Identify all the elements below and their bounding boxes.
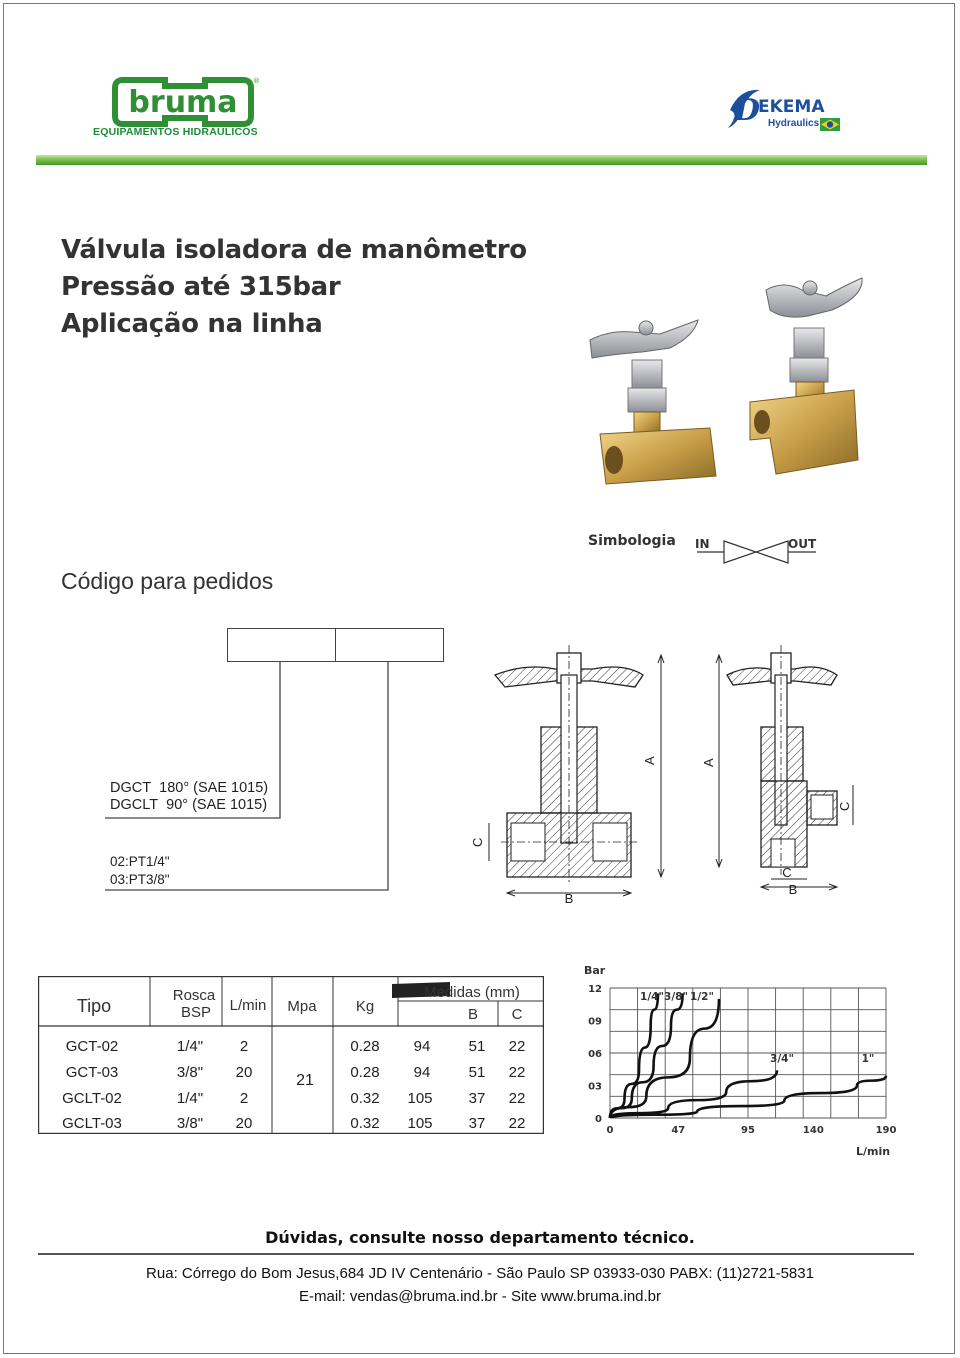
table-row-3-lmin: 20 — [235, 1115, 253, 1132]
table-row-3-a: 105 — [407, 1115, 433, 1132]
type-desc: 90° (SAE 1015) — [166, 797, 268, 813]
header-green-bar — [36, 155, 927, 165]
thread-option-02: 02:PT1/4" — [110, 854, 170, 869]
dekema-logo-text: EKEMA — [758, 97, 825, 117]
flow-pressure-chart — [578, 958, 898, 1163]
symbol-label: Simbologia — [588, 533, 676, 549]
y-axis-label: Bar — [584, 964, 606, 977]
table-row-0-c: 22 — [508, 1038, 526, 1055]
table-row-3-tipo: GCLT-03 — [62, 1115, 122, 1132]
footer-question: Dúvidas, consulte nosso departamento técnico. — [265, 1228, 695, 1247]
footer-address: Rua: Córrego do Bom Jesus,684 JD IV Centenário - São Paulo SP 03933-030 PABX: (11)2721-5831 — [146, 1265, 814, 1282]
series-line-3 — [610, 1070, 777, 1118]
table-row-1-b: 51 — [468, 1064, 486, 1081]
x-tick-label: 95 — [741, 1125, 755, 1136]
table-row-2-tipo: GCLT-02 — [62, 1090, 122, 1107]
table-row-0-a: 94 — [413, 1038, 431, 1055]
table-row-1-c: 22 — [508, 1064, 526, 1081]
svg-text:®: ® — [253, 77, 260, 85]
x-tick-label: 0 — [606, 1125, 614, 1136]
table-row-0-lmin: 2 — [239, 1038, 249, 1055]
y-tick-label: 09 — [588, 1016, 602, 1028]
table-row-3-c: 22 — [508, 1115, 526, 1132]
symbol-out-label: OUT — [788, 537, 817, 551]
product-photo — [570, 270, 870, 520]
series-label-0: 1/4" — [640, 991, 664, 1003]
valve-symbol — [692, 532, 822, 568]
table-row-0-kg: 0.28 — [350, 1038, 380, 1055]
y-tick-label: 06 — [588, 1049, 602, 1060]
dim-c-right: C — [782, 865, 792, 880]
table-row-3-rosca: 3/8" — [176, 1115, 204, 1132]
type-option-dgclt — [110, 797, 267, 813]
table-row-1-rosca: 3/8" — [176, 1064, 204, 1081]
header-rosca: Rosca — [172, 987, 216, 1004]
x-tick-label: 47 — [671, 1125, 686, 1136]
type-code: DGCT — [110, 780, 152, 796]
x-tick-label: 190 — [875, 1125, 897, 1136]
dekema-logo-initial: D — [734, 93, 761, 128]
page-title — [61, 232, 527, 343]
footer-contact: E-mail: vendas@bruma.ind.br - Site www.bruma.ind.br — [298, 1288, 662, 1305]
type-desc: 180° (SAE 1015) — [159, 780, 269, 796]
dim-b-right: B — [788, 882, 798, 897]
table-row-0-tipo: GCT-02 — [65, 1038, 119, 1055]
symbol-in-label: IN — [695, 537, 710, 551]
header-mpa: Mpa — [287, 998, 317, 1015]
series-label-4: 1" — [861, 1053, 875, 1065]
table-row-2-a: 105 — [407, 1090, 433, 1107]
table-row-2-kg: 0.32 — [350, 1090, 380, 1107]
header-kg: Kg — [355, 998, 375, 1015]
y-tick-label: 12 — [588, 984, 602, 995]
table-row-2-b: 37 — [468, 1090, 486, 1107]
footer-rule — [38, 1253, 914, 1255]
table-row-0-b: 51 — [468, 1038, 486, 1055]
table-row-0-rosca: 1/4" — [176, 1038, 204, 1055]
table-row-3-b: 37 — [468, 1115, 486, 1132]
series-label-1: 3/8" — [664, 991, 688, 1003]
table-row-1-lmin: 20 — [235, 1064, 253, 1081]
title-line-3: Aplicação na linha — [61, 309, 323, 339]
x-axis-label: L/min — [856, 1145, 891, 1158]
mpa-merged-cell: 21 — [296, 1072, 314, 1089]
dim-a-left: A — [642, 756, 657, 765]
technical-drawing — [465, 635, 885, 905]
title-line-1: Válvula isoladora de manômetro — [61, 235, 527, 265]
dim-c-right-vertical: C — [837, 801, 852, 811]
header-lmin: L/min — [229, 997, 267, 1014]
header-c: C — [511, 1006, 523, 1023]
y-tick-label: 0 — [595, 1114, 602, 1125]
dim-a-right: A — [701, 758, 716, 767]
table-row-2-c: 22 — [508, 1090, 526, 1107]
y-tick-label: 03 — [588, 1081, 602, 1093]
type-code: DGCLT — [110, 797, 159, 813]
header-medidas: Medidas (mm) — [424, 984, 520, 1001]
x-tick-label: 140 — [802, 1125, 824, 1136]
header-tipo: Tipo — [76, 996, 112, 1016]
header-bsp: BSP — [180, 1004, 212, 1021]
dekema-logo-sub: Hydraulics — [768, 118, 820, 129]
table-row-1-kg: 0.28 — [350, 1064, 380, 1081]
dekema-logo — [720, 80, 860, 140]
order-code-heading: Código para pedidos — [61, 568, 274, 594]
series-label-3: 3/4" — [770, 1053, 794, 1065]
type-option-dgct — [110, 780, 268, 796]
header-b: B — [467, 1006, 479, 1023]
bruma-logo-text: bruma — [128, 85, 238, 120]
table-row-1-tipo: GCT-03 — [65, 1064, 119, 1081]
table-row-2-rosca: 1/4" — [176, 1090, 204, 1107]
series-line-0 — [610, 993, 658, 1118]
dim-c-left: C — [470, 837, 485, 847]
dim-b-left: B — [564, 891, 574, 905]
thread-option-03: 03:PT3/8" — [110, 872, 170, 887]
series-label-2: 1/2" — [690, 991, 714, 1003]
table-row-1-a: 94 — [413, 1064, 431, 1081]
brand-subtitle: EQUIPAMENTOS HIDRÁULICOS — [93, 126, 258, 138]
table-row-2-lmin: 2 — [239, 1090, 249, 1107]
table-row-3-kg: 0.32 — [350, 1115, 380, 1132]
title-line-2: Pressão até 315bar — [61, 272, 341, 302]
